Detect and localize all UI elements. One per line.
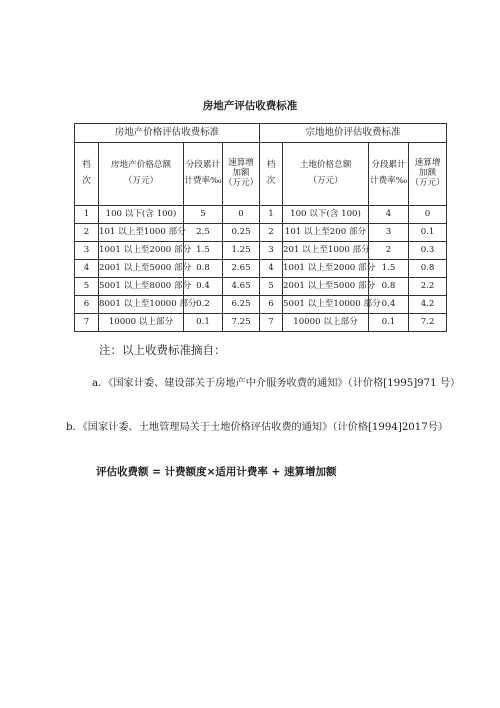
quick-add-cell: 0 (223, 206, 260, 224)
land-quick-add-cell: 7.2 (409, 314, 447, 332)
land-rate-cell: 0.1 (369, 314, 409, 332)
land-rate-cell: 3 (369, 224, 409, 242)
table-row (75, 206, 447, 224)
land-quick-add-cell: 0.8 (409, 260, 447, 278)
land-level-cell: 6 (260, 296, 283, 314)
quick-add-cell: 6.25 (223, 296, 260, 314)
right-group-header: 宗地地价评估收费标准 (260, 124, 447, 143)
level-cell: 3 (75, 242, 99, 260)
land-rate-header: 分段累计 计费率‰ (369, 143, 409, 206)
land-range-cell: 201 以上至1000 部分 (283, 242, 369, 260)
fee-formula: 评估收费额 = 计费额度×适用计费率 + 速算增加额 (96, 466, 337, 478)
land-level-cell: 7 (260, 314, 283, 332)
table-row (75, 242, 447, 260)
level-cell: 7 (75, 314, 99, 332)
land-range-cell: 5001 以上至10000 部分 (283, 296, 369, 314)
quick-add-cell: 4.65 (223, 278, 260, 296)
land-quick-add-header: 速算增 加额 （万元） (409, 143, 447, 206)
level-cell: 1 (75, 206, 99, 224)
land-quick-add-cell: 0.3 (409, 242, 447, 260)
range-cell: 8001 以上至10000 部分 (99, 296, 184, 314)
land-quick-add-cell: 2.2 (409, 278, 447, 296)
land-rate-cell: 4 (369, 206, 409, 224)
quick-add-cell: 2.65 (223, 260, 260, 278)
level-cell: 2 (75, 224, 99, 242)
rate-cell: 0.1 (184, 314, 223, 332)
land-level-cell: 3 (260, 242, 283, 260)
table-row (75, 296, 447, 314)
note-a: a．《国家计委、建设部关于房地产中介服务收费的通知》（计价格[1995]971 号） (92, 378, 461, 389)
level-cell: 4 (75, 260, 99, 278)
land-range-cell: 2001 以上至5000 部分 (283, 278, 369, 296)
rate-cell: 0.2 (184, 296, 223, 314)
land-rate-cell: 1.5 (369, 260, 409, 278)
level-cell: 6 (75, 296, 99, 314)
level-header: 档 次 (75, 143, 99, 206)
range-cell: 10000 以上部分 (99, 314, 184, 332)
rate-cell: 0.8 (184, 260, 223, 278)
quick-add-cell: 1.25 (223, 242, 260, 260)
range-cell: 101 以上至1000 部分 (99, 224, 184, 242)
land-level-cell: 5 (260, 278, 283, 296)
range-cell: 100 以下(含 100) (99, 206, 184, 224)
notes-title: 注：以上收费标准摘自： (99, 343, 226, 357)
quick-add-cell: 7.25 (223, 314, 260, 332)
land-level-header: 档 次 (260, 143, 283, 206)
range-cell: 1001 以上至2000 部分 (99, 242, 184, 260)
rate-cell: 2.5 (184, 224, 223, 242)
land-level-cell: 4 (260, 260, 283, 278)
quick-add-header: 速算增 加额 （万元） (223, 143, 260, 206)
land-range-cell: 100 以下(含 100) (283, 206, 369, 224)
land-rate-cell: 2 (369, 242, 409, 260)
range-cell: 5001 以上至8000 部分 (99, 278, 184, 296)
land-rate-cell: 0.4 (369, 296, 409, 314)
note-b: b．《国家计委、土地管理局关于土地价格评估收费的通知》（计价格[1994]2017号） (66, 422, 449, 433)
land-range-cell: 10000 以上部分 (283, 314, 369, 332)
document-title: 房地产评估收费标准 (202, 100, 298, 112)
rate-cell: 0.4 (184, 278, 223, 296)
land-range-cell: 101 以上至200 部分 (283, 224, 369, 242)
left-group-header: 房地产价格评估收费标准 (75, 124, 260, 143)
total-header: 房地产价格总额 （万元） (99, 143, 184, 206)
table-row (75, 260, 447, 278)
land-level-cell: 1 (260, 206, 283, 224)
land-rate-cell: 0.8 (369, 278, 409, 296)
quick-add-cell: 0.25 (223, 224, 260, 242)
land-quick-add-cell: 0 (409, 206, 447, 224)
table-row (75, 278, 447, 296)
range-cell: 2001 以上至5000 部分 (99, 260, 184, 278)
land-level-cell: 2 (260, 224, 283, 242)
rate-header: 分段累计 计费率‰ (184, 143, 223, 206)
table-row (75, 224, 447, 242)
land-range-cell: 1001 以上至2000 部分 (283, 260, 369, 278)
table-row (75, 314, 447, 332)
level-cell: 5 (75, 278, 99, 296)
land-quick-add-cell: 4.2 (409, 296, 447, 314)
land-total-header: 土地价格总额 （万元） (283, 143, 369, 206)
rate-cell: 5 (184, 206, 223, 224)
fee-table (74, 123, 447, 332)
rate-cell: 1.5 (184, 242, 223, 260)
land-quick-add-cell: 0.1 (409, 224, 447, 242)
